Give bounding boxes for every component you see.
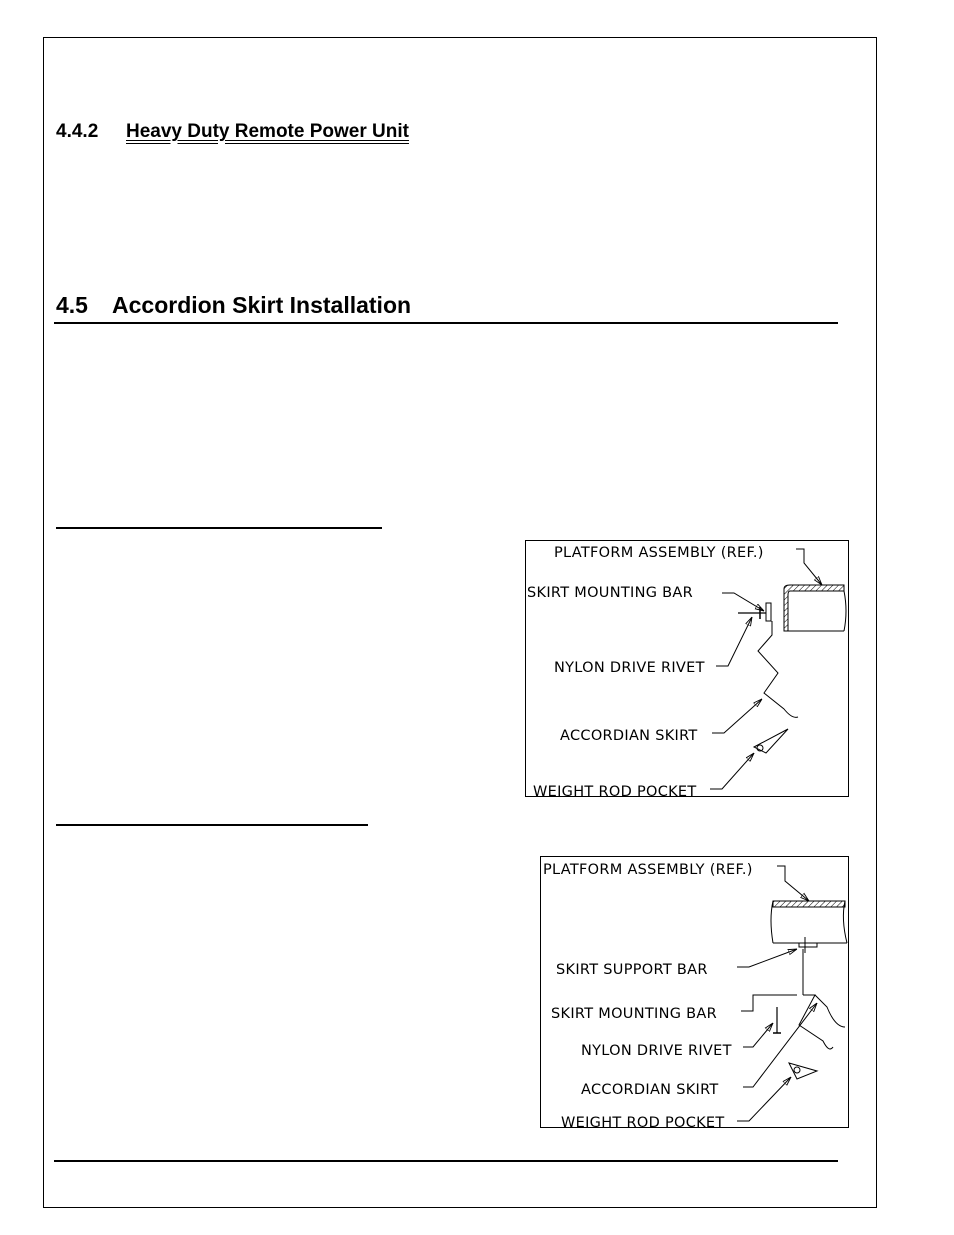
label-accordian-skirt: ACCORDIAN SKIRT [560, 728, 698, 744]
label-skirt-mounting-bar: SKIRT MOUNTING BAR [527, 585, 694, 601]
accordion-skirt-outer [815, 995, 845, 1027]
leader-pocket [710, 753, 754, 789]
mounting-bar [766, 603, 771, 621]
heading-4-5-title: Accordion Skirt Installation [112, 292, 412, 318]
weight-rod-pocket [754, 729, 788, 753]
subsection-rule-b [56, 824, 368, 826]
platform-deck [773, 901, 845, 907]
heading-4-4-2-number: 4.4.2 [56, 121, 99, 142]
leader-mounting-bar [722, 593, 764, 611]
label-platform-assembly: PLATFORM ASSEMBLY (REF.) [554, 545, 764, 561]
figure-skirt-mounting-1 [525, 540, 849, 797]
heading-4-4-2 [56, 121, 409, 143]
heading-4-5-number: 4.5 [56, 292, 88, 318]
leader-rivet [716, 617, 752, 666]
label-weight-rod-pocket: WEIGHT ROD POCKET [561, 1115, 725, 1129]
label-skirt-mounting-bar: SKIRT MOUNTING BAR [551, 1006, 718, 1022]
heading-4-5 [56, 292, 411, 319]
label-nylon-drive-rivet: NYLON DRIVE RIVET [554, 660, 705, 676]
footer-rule [54, 1160, 838, 1162]
section-rule [54, 322, 838, 324]
label-platform-assembly: PLATFORM ASSEMBLY (REF.) [543, 862, 753, 878]
label-skirt-support-bar: SKIRT SUPPORT BAR [556, 962, 708, 978]
weight-rod-pocket [789, 1063, 817, 1079]
subsection-rule-a [56, 527, 382, 529]
leader-platform [796, 549, 822, 585]
label-weight-rod-pocket: WEIGHT ROD POCKET [533, 784, 697, 798]
leader-mounting-bar [741, 995, 797, 1011]
accordion-skirt [799, 995, 833, 1049]
leader-skirt [712, 699, 762, 733]
heading-4-4-2-title: Heavy Duty Remote Power Unit [126, 121, 409, 142]
figure-2-drawing [541, 857, 850, 1129]
leader-platform [777, 866, 809, 901]
leader-support-bar [737, 949, 797, 967]
figure-1-drawing [526, 541, 850, 798]
leader-rivet [743, 1023, 773, 1047]
label-accordian-skirt: ACCORDIAN SKIRT [581, 1082, 719, 1098]
leader-pocket [737, 1077, 791, 1121]
weight-rod [794, 1067, 800, 1073]
figure-skirt-mounting-2 [540, 856, 849, 1128]
platform-edge [784, 585, 844, 631]
accordion-skirt [758, 621, 798, 717]
label-nylon-drive-rivet: NYLON DRIVE RIVET [581, 1043, 732, 1059]
support-bar [799, 943, 817, 947]
platform-break [844, 591, 846, 631]
